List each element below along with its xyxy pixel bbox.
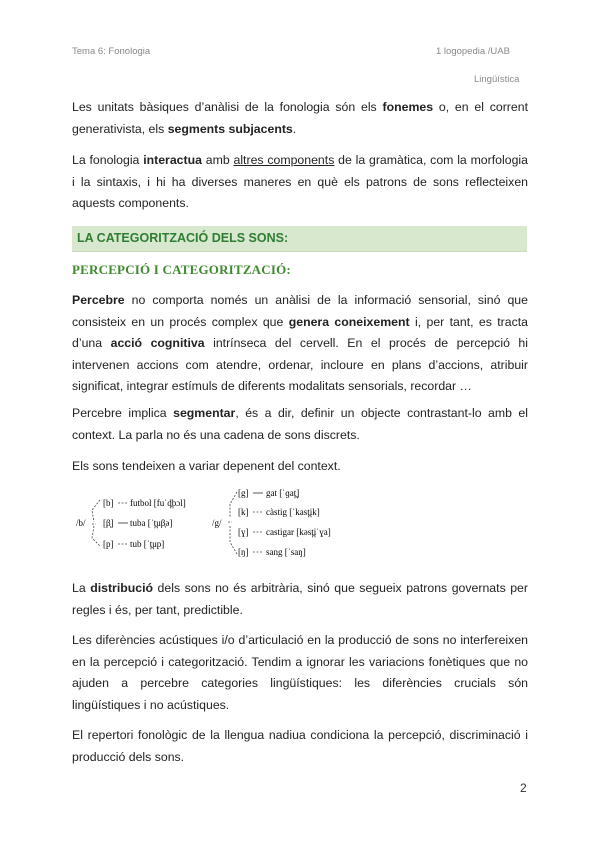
allophone: [ɣ] [238,527,249,537]
paragraph-repertoire: El repertori fonològic de la llengua nadiua condiciona la percepció, discriminació i producció dels sons. [72,728,528,764]
paragraph-acoustic: Les diferències acústiques i/o d’articulació en la producció de sons no interfereixen en la percepció i categorització. Tendim a ignorar les variacions fonètiques que no ajuden a percebre categories lingüístiques: les diferències crucials són lingüístiques i no acústiques. [72,633,528,712]
allophone-diagram [72,484,372,564]
branch-lines-g [228,492,237,554]
subheading: PERCEPCIÓ I CATEGORITZACIÓ: [72,262,291,277]
allophone: [k] [238,507,249,517]
header-right: 1 logopedia /UAB [436,46,510,57]
paragraph-perceive: Percebre no comporta només un anàlisi de la informació sensorial, sinó que consisteix en un procés complex que genera coneixement i, per tant, es tracta d’una acció cognitiva intrínseca del cervell. En el procés de percepció hi intervenen accions com atendre, ordenar, incloure en plans d’accions, atribuir significat, integrar estímuls de diferents modalitats sensorials, recordar … [72,293,529,393]
allophone: [b] [103,498,114,508]
example-word: futbol [fuˈd̪bɔl] [130,498,186,508]
paragraph-segment: Percebre implica segmentar, és a dir, definir un objecte contrastant-lo amb el context. La parla no és una cadena de sons discrets. [72,406,528,442]
paragraph-interaction: La fonologia interactua amb altres components de la gramàtica, com la morfologia i la sintaxis, i hi ha diverses maneres en què els patrons de sons reflecteixen aquests components. [72,153,528,210]
example-word: gat [ˈɡat̪] [266,488,300,498]
allophone: [ŋ] [238,547,249,557]
paragraph-distribution: La distribució dels sons no és arbitrària, sinó que segueix patrons governats per regles i és, per tant, predictible. [72,581,528,617]
paragraph-units: Les unitats bàsiques d’anàlisi de la fonologia són els fonemes o, en el corrent generativista, els segments subjacents. [72,100,528,136]
phoneme-g: /g/ [212,518,222,528]
page-number: 2 [520,781,527,795]
allophone: [g] [238,488,249,498]
allophone: [β̞] [103,518,114,528]
branch-lines-b [92,500,100,546]
phoneme-b: /b/ [76,518,86,528]
header-subject: Lingüística [474,74,520,85]
example-word: castigar [kəst̪iˈɣa] [266,527,331,537]
allophone: [p] [103,539,114,549]
example-word: tub [ˈt̪up] [130,539,165,549]
paragraph-vary: Els sons tendeixen a variar depenent del context. [72,459,341,473]
header-left: Tema 6: Fonologia [72,46,151,57]
section-banner [72,226,527,252]
example-word: tuba [ˈt̪uβ̞ə] [130,518,173,528]
section-title: LA CATEGORITZACIÓ DELS SONS: [77,231,289,245]
example-word: càstig [ˈkast̪ik] [266,507,320,517]
example-word: sang [ˈsaŋ] [266,547,306,557]
